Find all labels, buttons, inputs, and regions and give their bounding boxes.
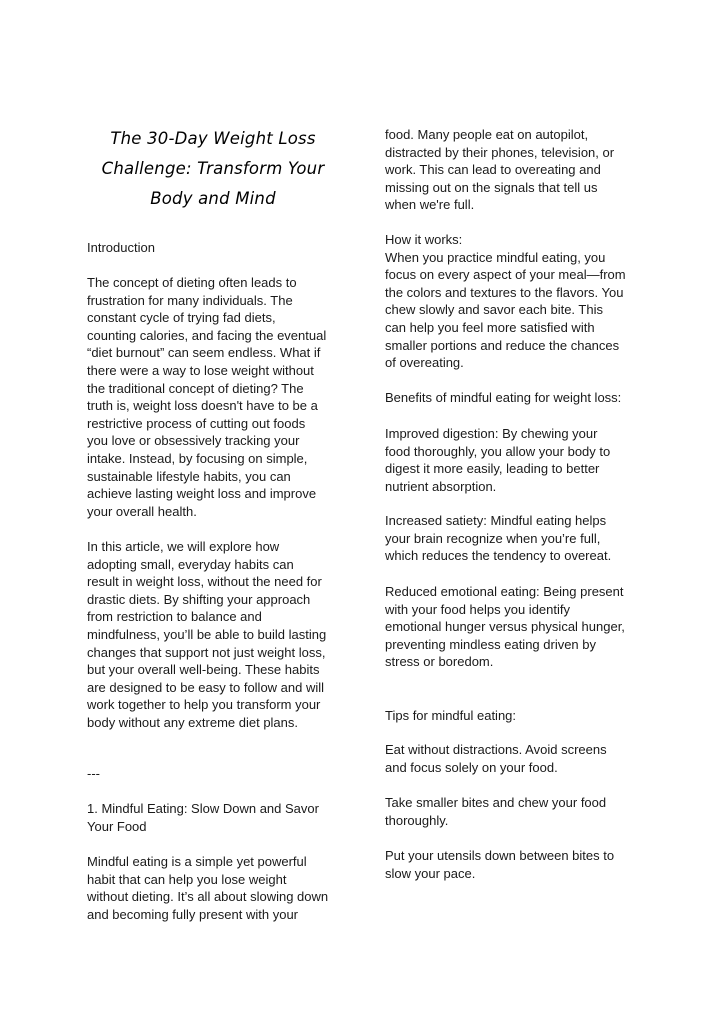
- text-line: there were a way to lose weight without: [87, 362, 314, 378]
- text-line: Put your utensils down between bites to: [385, 848, 615, 863]
- text-line: 1. Mindful Eating: Slow Down and Savor: [87, 801, 319, 816]
- text-line: digest it more easily, leading to better: [385, 461, 600, 477]
- paragraph-tips-heading: [385, 707, 643, 725]
- text-line: nutrient absorption.: [385, 478, 497, 494]
- text-line: Eat without distractions. Avoid screens: [385, 742, 607, 757]
- text-line: Benefits of mindful eating for weight loss:: [385, 390, 622, 405]
- title-line: Body and Mind: [150, 189, 276, 208]
- text-line: truth is, weight loss doesn't have to be a: [87, 398, 318, 414]
- text-line: but your overall well-being. These habits: [87, 662, 320, 678]
- text-line: slow your pace.: [385, 865, 476, 881]
- paragraph-benefit-digestion: [385, 425, 643, 495]
- paragraph-tip-bites: [385, 794, 643, 829]
- text-line: food thoroughly, you allow your body to: [385, 443, 611, 459]
- paragraph-benefit-satiety: [385, 512, 643, 565]
- text-line: focus on every aspect of your meal—from: [385, 267, 626, 283]
- text-line: drastic diets. By shifting your approach: [87, 591, 311, 607]
- title-line: Challenge: Transform Your: [101, 159, 325, 178]
- text-line: adopting small, everyday habits can: [87, 556, 294, 572]
- document-title: [87, 124, 339, 214]
- text-line: The concept of dieting often leads to: [87, 275, 297, 290]
- text-line: of overeating.: [385, 355, 464, 371]
- paragraph-intro-paragraph-1: [87, 274, 339, 520]
- text-line: and focus solely on your food.: [385, 759, 558, 775]
- text-line: frustration for many individuals. The: [87, 292, 293, 308]
- text-line: stress or boredom.: [385, 654, 494, 670]
- text-line: can help you feel more satisfied with: [385, 319, 595, 335]
- text-line: emotional hunger versus physical hunger,: [385, 619, 625, 635]
- text-line: smaller portions and reduce the chances: [385, 337, 620, 353]
- text-line: work together to help you transform your: [87, 697, 321, 713]
- text-line: without dieting. It’s all about slowing down: [87, 889, 329, 905]
- text-line: and becoming fully present with your: [87, 906, 299, 922]
- paragraph-section-1-paragraph-1: [87, 853, 339, 923]
- text-line: result in weight loss, without the need for: [87, 574, 322, 590]
- paragraph-section-1-paragraph-1-cont: [385, 126, 643, 214]
- text-line: intake. Instead, by focusing on simple,: [87, 450, 308, 466]
- paragraph-benefits-heading: [385, 389, 643, 407]
- paragraph-introduction-heading: [87, 239, 339, 257]
- text-line: your brain recognize when you’re full,: [385, 530, 601, 546]
- text-line: Tips for mindful eating:: [385, 708, 517, 723]
- text-line: from restriction to balance and: [87, 609, 262, 625]
- text-line: missing out on the signals that tell us: [385, 179, 598, 195]
- text-line: Reduced emotional eating: Being present: [385, 584, 624, 599]
- paragraph-section-1-heading: [87, 800, 339, 835]
- text-line: food. Many people eat on autopilot,: [385, 127, 589, 142]
- text-line: ---: [87, 766, 100, 781]
- text-line: body without any extreme diet plans.: [87, 714, 299, 730]
- text-line: when we're full.: [385, 197, 475, 213]
- paragraph-tip-utensils: [385, 847, 643, 882]
- text-line: distracted by their phones, television, or: [385, 144, 615, 160]
- text-line: work. This can lead to overeating and: [385, 162, 601, 178]
- text-line: the traditional concept of dieting? The: [87, 380, 304, 396]
- title-line: The 30-Day Weight Loss: [110, 129, 316, 148]
- text-line: Increased satiety: Mindful eating helps: [385, 513, 607, 528]
- text-line: When you practice mindful eating, you: [385, 249, 606, 265]
- text-line: How it works:: [385, 232, 463, 247]
- paragraph-separator: [87, 765, 339, 783]
- text-line: constant cycle of trying fad diets,: [87, 310, 276, 326]
- text-line: habit that can help you lose weight: [87, 871, 287, 887]
- text-line: sustainable lifestyle habits, you can: [87, 468, 291, 484]
- text-line: thoroughly.: [385, 812, 449, 828]
- text-line: are designed to be easy to follow and will: [87, 679, 325, 695]
- text-line: your overall health.: [87, 503, 197, 519]
- text-line: chew slowly and savor each bite. This: [385, 302, 603, 318]
- text-line: changes that support not just weight loss,: [87, 644, 326, 660]
- text-line: restrictive process of cutting out foods: [87, 415, 306, 431]
- text-line: mindfulness, you’ll be able to build lasting: [87, 626, 327, 642]
- text-line: which reduces the tendency to overeat.: [385, 548, 612, 564]
- paragraph-how-it-works: [385, 231, 643, 372]
- text-line: the colors and textures to the flavors. You: [385, 284, 624, 300]
- text-line: Take smaller bites and chew your food: [385, 795, 607, 810]
- paragraph-benefit-emotional: [385, 583, 643, 671]
- text-line: achieve lasting weight loss and improve: [87, 486, 317, 502]
- text-line: with your food helps you identify: [385, 601, 570, 617]
- text-line: Introduction: [87, 240, 155, 255]
- text-line: In this article, we will explore how: [87, 539, 280, 554]
- text-line: you love or obsessively tracking your: [87, 433, 300, 449]
- paragraph-intro-paragraph-2: [87, 538, 339, 732]
- text-line: Your Food: [87, 818, 147, 834]
- text-line: Mindful eating is a simple yet powerful: [87, 854, 307, 869]
- text-line: “diet burnout” can seem endless. What if: [87, 345, 321, 361]
- text-line: Improved digestion: By chewing your: [385, 426, 598, 441]
- text-line: preventing mindless eating driven by: [385, 636, 597, 652]
- text-line: counting calories, and facing the eventual: [87, 327, 327, 343]
- paragraph-tip-distractions: [385, 741, 643, 776]
